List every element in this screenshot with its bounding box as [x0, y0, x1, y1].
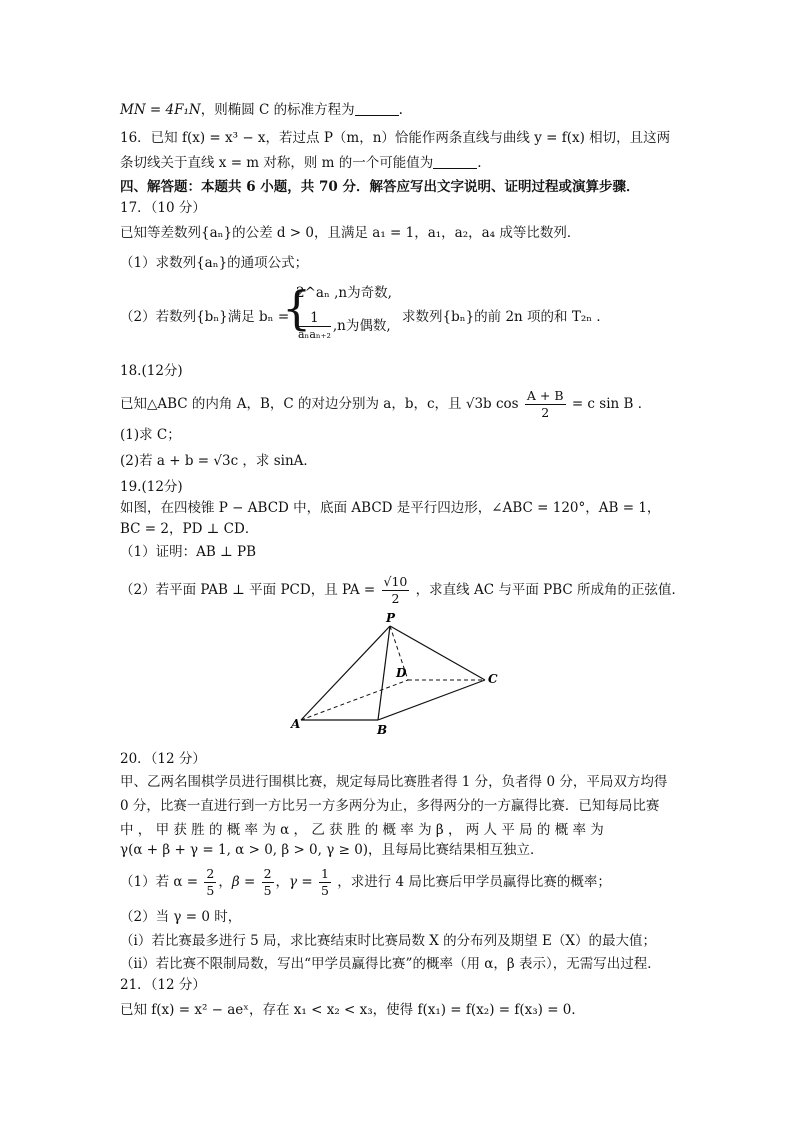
vertex-label-p: P	[386, 611, 396, 625]
edge-pa	[301, 626, 390, 720]
fraction-numerator: A + B	[526, 388, 564, 403]
q15-end: .	[398, 102, 403, 118]
q18-stem	[120, 388, 652, 420]
vertex-label-c: C	[488, 672, 498, 686]
fraction-denominator: aₙaₙ₊₂	[298, 328, 331, 341]
fraction-numerator: 2	[263, 866, 272, 881]
vertex-label-b: B	[377, 723, 388, 737]
q20-part2: （2）当 γ = 0 时，	[120, 909, 242, 925]
q17-part1: （1）求数列{aₙ}的通项公式；	[120, 255, 309, 271]
q20-part1-suffix: ，求进行 4 局比赛后甲学员赢得比赛的概率；	[337, 874, 611, 890]
q17-case2-tail: ,n为偶数,	[332, 318, 391, 334]
gamma-fraction	[319, 866, 331, 899]
q17-case1: 2^aₙ ,n为奇数,	[296, 285, 392, 301]
fraction-numerator: 1	[298, 310, 331, 327]
q16-end: .	[477, 155, 482, 171]
q19-heading: 19.(12分)	[120, 479, 183, 495]
alpha-fraction	[204, 866, 216, 899]
q18-part2: (2)若 a + b = √3c ，求 sinA．	[120, 453, 317, 469]
fraction-numerator: 2	[206, 866, 215, 881]
q18-fraction	[525, 388, 566, 421]
vertex-label-d: D	[396, 666, 407, 680]
pyramid-figure	[285, 610, 515, 745]
q19-part2	[120, 574, 685, 606]
piecewise-brace: {	[282, 281, 312, 335]
q20-part1: （1）若 α = $\frac{2}{5}$ ，β = $\frac{2}{5}$ ，γ = $\frac{1}{5}$ ，求进行 4 局比赛后甲学员赢得比赛的概率；	[120, 866, 611, 898]
q20-part2-i: （i）若比赛最多进行 5 局，求比赛结束时比赛局数 X 的分布列及期望 E（X）的最大值；	[120, 933, 656, 949]
q20-part1-prefix: （1）若 α =	[120, 874, 199, 890]
fraction-denominator: 5	[321, 883, 329, 898]
q15-tail-text: ，则椭圆 C 的标准方程为	[200, 102, 355, 118]
q18-part1: (1)求 C；	[120, 427, 181, 443]
q20-line1: 甲、乙两名围棋学员进行围棋比赛，规定每局比赛胜者得 1 分，负者得 0 分，平局双方均得	[120, 774, 668, 790]
answer-blank	[355, 101, 399, 116]
edge-bc	[378, 680, 485, 720]
q17-case2-fraction	[298, 310, 331, 343]
q19-part2-prefix: （2）若平面 PAB ⊥ 平面 PCD，且 PA =	[120, 582, 376, 598]
fraction-numerator: 1	[321, 866, 329, 881]
q18-stem-prefix: 已知△ABC 的内角 A，B，C 的对边分别为 a，b，c，且 √3b cos	[120, 396, 519, 412]
q19-fraction	[382, 574, 410, 607]
q17-heading: 17．（10 分）	[120, 200, 206, 216]
q17-case2	[296, 310, 391, 343]
q15-tail-line	[120, 100, 403, 120]
q20-part2-ii: （ii）若比赛不限制局数，写出“甲学员赢得比赛”的概率（用 α，β 表示），无需写出过程．	[120, 956, 661, 972]
q20-heading: 20．（12 分）	[120, 751, 206, 767]
q17-part2-prefix: （2）若数列{bₙ}满足 bₙ =	[120, 309, 290, 325]
q16-line2	[120, 153, 482, 173]
q18-heading: 18.(12分)	[120, 363, 183, 379]
q21-heading: 21．（12 分）	[120, 977, 206, 993]
answer-blank	[433, 154, 477, 169]
q17-stem: 已知等差数列{aₙ}的公差 d > 0，且满足 a₁ = 1，a₁，a₂，a₄ 成等比数列．	[120, 225, 581, 241]
q19-stem1: 如图，在四棱锥 P − ABCD 中，底面 ABCD 是平行四边形，∠ABC = 120°，AB = 1，	[120, 500, 661, 516]
q20-line4: γ(α + β + γ = 1, α > 0, β > 0, γ ≥ 0)，且每局比赛结果相互独立．	[120, 842, 544, 858]
q16-line1: 16．已知 f(x) = x³ − x，若过点 P（m，n）恰能作两条直线与曲线 y = f(x) 相切，且这两	[120, 130, 671, 146]
fraction-denominator: 2	[391, 591, 400, 606]
q21-stem: 已知 f(x) = x² − aeˣ，存在 x₁ < x₂ < x₃，使得 f(x₁) = f(x₂) = f(x₃) = 0．	[120, 1002, 585, 1018]
fraction-denominator: 5	[206, 883, 215, 898]
q20-line3: 中 ， 甲 获 胜 的 概 率 为 α ， 乙 获 胜 的 概 率 为 β ， 两 人 平 局 的 概 率 为	[120, 822, 604, 838]
q19-part1: （1）证明：AB ⊥ PB	[120, 544, 257, 560]
fraction-numerator: √10	[383, 574, 408, 589]
q16-line2-text: 条切线关于直线 x = m 对称，则 m 的一个可能值为	[120, 155, 434, 171]
q19-stem2: BC = 2，PD ⊥ CD．	[120, 521, 259, 537]
beta-fraction	[262, 866, 274, 899]
q15-vector-equation: MN = 4F₁N	[120, 102, 201, 118]
fraction-denominator: 5	[263, 883, 272, 898]
section-heading: 四、解答题：本题共 6 小题，共 70 分．解答应写出文字说明、证明过程或演算步骤．	[120, 179, 640, 195]
q19-part2-suffix: ，求直线 AC 与平面 PBC 所成角的正弦值．	[415, 582, 685, 598]
q18-stem-suffix: = c sin B ．	[571, 396, 652, 412]
q20-line2: 0 分，比赛一直进行到一方比另一方多两分为止，多得两分的一方赢得比赛．已知每局比赛	[120, 798, 660, 814]
vertex-label-a: A	[291, 717, 301, 731]
q17-part2-suffix: 求数列{bₙ}的前 2n 项的和 T₂ₙ ．	[402, 309, 610, 325]
edge-pb	[378, 626, 390, 720]
fraction-denominator: 2	[541, 405, 550, 420]
edge-ad-hidden	[301, 680, 408, 720]
